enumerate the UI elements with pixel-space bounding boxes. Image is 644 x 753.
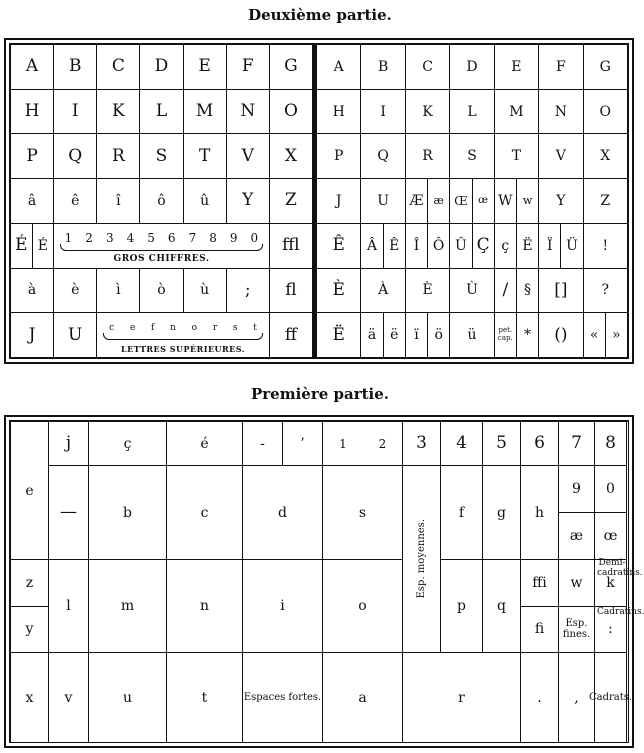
case-glyph: Î xyxy=(413,237,420,254)
case-cell: P xyxy=(317,134,361,179)
case-glyph: ’ xyxy=(282,422,322,465)
case-cell: C xyxy=(406,45,450,90)
case-cell: ç xyxy=(89,422,167,466)
sup-letter: n xyxy=(170,323,176,334)
case-cell: 8 xyxy=(595,422,627,466)
w-espfines-cell xyxy=(559,560,595,653)
case-cell: û xyxy=(184,179,227,224)
case-cell-split xyxy=(450,224,494,269)
case-glyph: 9 xyxy=(559,466,594,513)
case-glyph: ä xyxy=(367,327,377,344)
demi-cadratins-label: Demi-cadratins. xyxy=(597,558,643,578)
case-glyph: æ xyxy=(427,179,449,223)
brace xyxy=(60,244,263,251)
case-cell: . xyxy=(521,653,559,743)
case-cell: u xyxy=(89,653,167,743)
case-glyph: z xyxy=(11,560,48,607)
case-cell: R xyxy=(406,134,450,179)
case-glyph: W xyxy=(498,192,513,209)
case-cell-split xyxy=(495,313,539,358)
case-glyph: ffi xyxy=(521,560,558,607)
case-cell: M xyxy=(495,90,539,135)
case-cell: G xyxy=(270,45,313,90)
case-glyph: : xyxy=(608,621,613,638)
case-cell: F xyxy=(227,45,270,90)
upper-right-grid xyxy=(317,44,628,358)
case-cell: H xyxy=(317,90,361,135)
esp-moyennes-cell xyxy=(403,466,441,653)
case-cell: ì xyxy=(97,269,140,314)
case-cell: L xyxy=(140,90,183,135)
case-cell: Ë xyxy=(317,313,361,358)
case-cell: i xyxy=(243,560,323,653)
case-cell-split xyxy=(539,224,583,269)
cadratins-label: Cadratins. xyxy=(597,607,644,617)
case-cell: Q xyxy=(54,134,97,179)
sup-letter: r xyxy=(212,323,218,334)
case-cell-split xyxy=(495,179,539,224)
case-cell: f xyxy=(441,466,483,560)
gros-chiffres-block xyxy=(54,224,270,269)
case-cell: T xyxy=(184,134,227,179)
case-glyph: * xyxy=(516,313,538,357)
case-cell: t xyxy=(167,653,243,743)
case-cell: v xyxy=(49,653,89,743)
case-cell: b xyxy=(89,466,167,560)
case-cell: a xyxy=(323,653,403,743)
case-cell-split xyxy=(11,224,54,269)
case-cell-split xyxy=(361,313,405,358)
case-cell-split xyxy=(406,224,450,269)
sup-letter: t xyxy=(253,323,257,334)
case-glyph: - xyxy=(260,435,265,452)
digit: 4 xyxy=(126,230,135,245)
digit: 9 xyxy=(229,230,238,245)
case-cell: B xyxy=(54,45,97,90)
case-glyph: fi xyxy=(534,621,545,638)
zy-cell xyxy=(11,560,49,653)
case-cell: Y xyxy=(539,179,583,224)
case-cell: N xyxy=(227,90,270,135)
case-glyph: œ xyxy=(472,179,494,223)
digit: 0 xyxy=(250,230,259,245)
case-cell: x xyxy=(11,653,49,743)
zero-cell xyxy=(595,466,627,560)
case-cell: 4 xyxy=(441,422,483,466)
case-cell-split xyxy=(495,224,539,269)
title-premiere-partie: Première partie. xyxy=(250,385,389,403)
case-cell: F xyxy=(539,45,583,90)
case-cell: j xyxy=(49,422,89,466)
case-cell: n xyxy=(167,560,243,653)
gros-chiffres-label: GROS CHIFFRES. xyxy=(113,253,210,264)
esp-fines-label: Esp. fines. xyxy=(562,617,591,641)
case-glyph: æ xyxy=(569,528,584,544)
case-cell: 3 xyxy=(403,422,441,466)
case-cell-split xyxy=(406,179,450,224)
case-cell: H xyxy=(11,90,54,135)
case-glyph: y xyxy=(25,621,34,638)
digit: 7 xyxy=(188,230,197,245)
case-cell: 6 xyxy=(521,422,559,466)
case-cell-split xyxy=(361,224,405,269)
digit: 6 xyxy=(167,230,176,245)
case-cell: X xyxy=(584,134,628,179)
case-cell: , xyxy=(559,653,595,743)
case-cell: B xyxy=(361,45,405,90)
esp-moyennes-label: Esp. moyennes. xyxy=(415,519,427,599)
case-glyph: Æ xyxy=(409,192,424,209)
case-glyph: ï xyxy=(414,327,419,344)
case-cell: () xyxy=(539,313,583,358)
title-deuxieme-partie: Deuxième partie. xyxy=(248,6,392,24)
case-glyph: Ï xyxy=(546,237,553,254)
case-glyph: Ë xyxy=(516,224,538,268)
case-cell: D xyxy=(140,45,183,90)
case-cell: Y xyxy=(227,179,270,224)
case-cell: r xyxy=(403,653,521,743)
case-cell: ? xyxy=(584,269,628,314)
case-cell: ü xyxy=(450,313,494,358)
case-glyph: » xyxy=(605,313,627,357)
case-cell: U xyxy=(361,179,405,224)
case-cell: ; xyxy=(227,269,270,314)
case-cell: È xyxy=(406,269,450,314)
case-cell: m xyxy=(89,560,167,653)
case-cell: 2 xyxy=(363,422,403,466)
case-glyph: É xyxy=(32,224,54,268)
case-glyph: 0 xyxy=(595,466,626,513)
case-cell: Q xyxy=(361,134,405,179)
case-cell: M xyxy=(184,90,227,135)
case-cell: T xyxy=(495,134,539,179)
dash-cell: — xyxy=(49,466,89,560)
case-cell: ffl xyxy=(270,224,313,269)
case-glyph: / xyxy=(502,279,509,300)
case-cell: E xyxy=(495,45,539,90)
case-cell: O xyxy=(584,90,628,135)
case-cell: J xyxy=(317,179,361,224)
case-glyph: ö xyxy=(427,313,449,357)
case-cell: E xyxy=(184,45,227,90)
case-cell: c xyxy=(167,466,243,560)
case-cell: À xyxy=(361,269,405,314)
case-cell: Ù xyxy=(450,269,494,314)
case-cell: fl xyxy=(270,269,313,314)
lower-grid xyxy=(10,421,644,742)
case-glyph: § xyxy=(516,269,538,313)
case-cell: 7 xyxy=(559,422,595,466)
case-cell: O xyxy=(270,90,313,135)
case-glyph: Ô xyxy=(427,224,449,268)
case-cell: K xyxy=(406,90,450,135)
case-glyph: pet. cap. xyxy=(497,326,513,343)
case-cell: ù xyxy=(184,269,227,314)
case-glyph: w xyxy=(516,179,538,223)
case-cell: p xyxy=(441,560,483,653)
nine-cell xyxy=(559,466,595,560)
case-cell: 1 xyxy=(323,422,363,466)
case-cell: ô xyxy=(140,179,183,224)
case-cell: U xyxy=(54,313,97,358)
case-cell: l xyxy=(49,560,89,653)
case-cell: ê xyxy=(54,179,97,224)
case-cell: S xyxy=(140,134,183,179)
case-glyph: Ç xyxy=(472,224,494,268)
case-cell: C xyxy=(97,45,140,90)
case-cell: ò xyxy=(140,269,183,314)
case-cell: o xyxy=(323,560,403,653)
cadrats-label: Cadrats. xyxy=(595,653,627,743)
case-cell: Ê xyxy=(317,224,361,269)
case-cell: A xyxy=(317,45,361,90)
case-glyph: Ü xyxy=(560,224,582,268)
case-cell: s xyxy=(323,466,403,560)
brace xyxy=(103,333,263,340)
digit: 8 xyxy=(209,230,217,245)
case-glyph: É xyxy=(15,235,28,256)
case-glyph: œ xyxy=(603,528,618,544)
case-cell: V xyxy=(539,134,583,179)
case-cell: ! xyxy=(584,224,628,269)
digit: 5 xyxy=(147,230,155,245)
case-glyph: ë xyxy=(383,313,405,357)
case-cell: P xyxy=(11,134,54,179)
upper-left-grid xyxy=(10,44,313,358)
sup-letter: e xyxy=(129,323,136,334)
case-cell: Z xyxy=(584,179,628,224)
case-cell: A xyxy=(11,45,54,90)
case-cell: D xyxy=(450,45,494,90)
case-cell: î xyxy=(97,179,140,224)
case-cell: Z xyxy=(270,179,313,224)
case-cell: L xyxy=(450,90,494,135)
sup-letter: o xyxy=(191,323,198,334)
sup-letter: f xyxy=(151,323,155,334)
digit: 1 xyxy=(64,230,73,245)
case-cell: I xyxy=(54,90,97,135)
case-cell: è xyxy=(54,269,97,314)
sup-letter: c xyxy=(109,323,115,334)
case-glyph: k xyxy=(595,560,626,607)
case-cell: N xyxy=(539,90,583,135)
case-cell: X xyxy=(270,134,313,179)
case-cell-split xyxy=(450,179,494,224)
case-glyph: ç xyxy=(501,237,510,254)
case-cell: d xyxy=(243,466,323,560)
sup-letter: s xyxy=(232,323,238,334)
case-cell: G xyxy=(584,45,628,90)
case-cell-split xyxy=(243,422,323,466)
case-cell: é xyxy=(167,422,243,466)
case-glyph: « xyxy=(589,327,599,344)
case-cell: h xyxy=(521,466,559,560)
case-cell: 5 xyxy=(483,422,521,466)
lettres-superieures-label: LETTRES SUPÉRIEURES. xyxy=(121,343,246,354)
case-glyph: Ê xyxy=(383,224,405,268)
case-glyph: Â xyxy=(366,237,378,254)
case-cell: È xyxy=(317,269,361,314)
case-cell-split xyxy=(584,313,628,358)
case-cell: I xyxy=(361,90,405,135)
digit: 2 xyxy=(85,230,93,245)
case-glyph: w xyxy=(559,560,594,607)
lettres-superieures-block xyxy=(97,313,270,358)
case-cell-split xyxy=(495,269,539,314)
case-cell: ff xyxy=(270,313,313,358)
espaces-fortes-label: Espaces fortes. xyxy=(243,653,323,743)
case-glyph: Û xyxy=(454,237,467,254)
case-cell: S xyxy=(450,134,494,179)
case-glyph: e xyxy=(25,482,34,499)
case-cell: R xyxy=(97,134,140,179)
e-cell xyxy=(11,422,49,560)
case-cell: â xyxy=(11,179,54,224)
case-cell: g xyxy=(483,466,521,560)
case-cell: à xyxy=(11,269,54,314)
ffi-fi-cell xyxy=(521,560,559,653)
case-cell: [] xyxy=(539,269,583,314)
digit: 3 xyxy=(105,230,114,245)
case-cell: V xyxy=(227,134,270,179)
case-cell-split xyxy=(406,313,450,358)
case-cell: K xyxy=(97,90,140,135)
case-glyph: Œ xyxy=(454,193,468,208)
case-cell: J xyxy=(11,313,54,358)
case-cell: q xyxy=(483,560,521,653)
